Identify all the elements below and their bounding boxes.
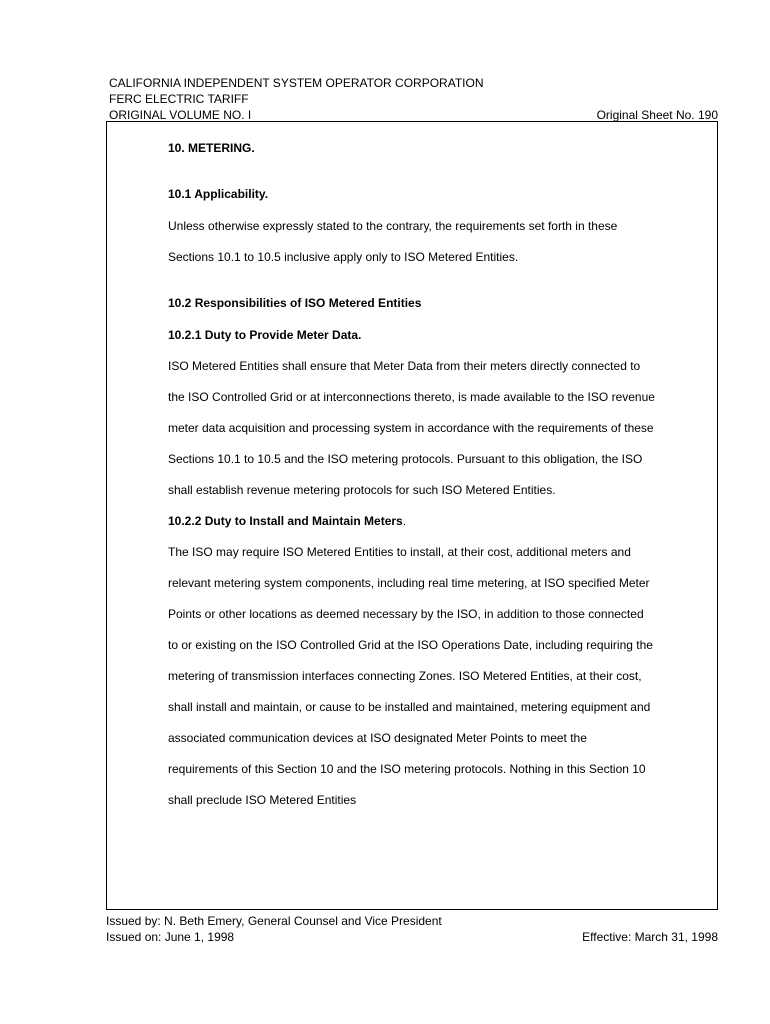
paragraph-line: The ISO may require ISO Metered Entities to install, at their cost, additional meters and	[168, 545, 631, 559]
paragraph-line: to or existing on the ISO Controlled Grid at the ISO Operations Date, including requiring the	[168, 638, 653, 652]
paragraph-line: Unless otherwise expressly stated to the contrary, the requirements set forth in these	[168, 219, 618, 233]
section-10-2-title: 10.2 Responsibilities of ISO Metered Entities	[168, 296, 422, 310]
paragraph-line: shall preclude ISO Metered Entities	[168, 793, 357, 807]
section-10-2-2-title-text: 10.2.2 Duty to Install and Maintain Meters	[168, 514, 403, 528]
section-title: 10. METERING.	[168, 141, 255, 155]
header-volume: ORIGINAL VOLUME NO. I	[109, 108, 252, 122]
effective-date: Effective: March 31, 1998	[582, 930, 718, 944]
paragraph-line: shall install and maintain, or cause to be installed and maintained, metering equipment and	[168, 700, 651, 714]
paragraph-line: the ISO Controlled Grid or at interconnections thereto, is made available to the ISO revenue	[168, 390, 655, 404]
paragraph-line: Sections 10.1 to 10.5 and the ISO metering protocols. Pursuant to this obligation, the ISO	[168, 452, 643, 466]
paragraph-line: relevant metering system components, including real time metering, at ISO specified Meter	[168, 576, 650, 590]
sheet-number: Original Sheet No. 190	[596, 108, 718, 122]
paragraph-line: metering of transmission interfaces connecting Zones. ISO Metered Entities, at their cost,	[168, 669, 642, 683]
section-10-2-2-title-period: .	[402, 514, 407, 528]
section-10-2-1-title: 10.2.1 Duty to Provide Meter Data.	[168, 328, 362, 342]
section-10-1-title: 10.1 Applicability.	[168, 187, 269, 201]
header-tariff: FERC ELECTRIC TARIFF	[109, 92, 249, 106]
header-company: CALIFORNIA INDEPENDENT SYSTEM OPERATOR CORPORATION	[109, 76, 484, 90]
issued-on: Issued on: June 1, 1998	[106, 930, 235, 944]
paragraph-line: requirements of this Section 10 and the ISO metering protocols. Nothing in this Section 10	[168, 762, 646, 776]
paragraph-line: shall establish revenue metering protocols for such ISO Metered Entities.	[168, 483, 556, 497]
paragraph-line: meter data acquisition and processing system in accordance with the requirements of these	[168, 421, 654, 435]
paragraph-line: Sections 10.1 to 10.5 inclusive apply only to ISO Metered Entities.	[168, 250, 519, 264]
issued-by: Issued by: N. Beth Emery, General Counsel and Vice President	[106, 914, 442, 928]
paragraph-line: ISO Metered Entities shall ensure that Meter Data from their meters directly connected to	[168, 359, 641, 373]
paragraph-line: associated communication devices at ISO designated Meter Points to meet the	[168, 731, 587, 745]
section-10-2-2-title	[168, 513, 406, 529]
paragraph-line: Points or other locations as deemed necessary by the ISO, in addition to those connected	[168, 607, 644, 621]
